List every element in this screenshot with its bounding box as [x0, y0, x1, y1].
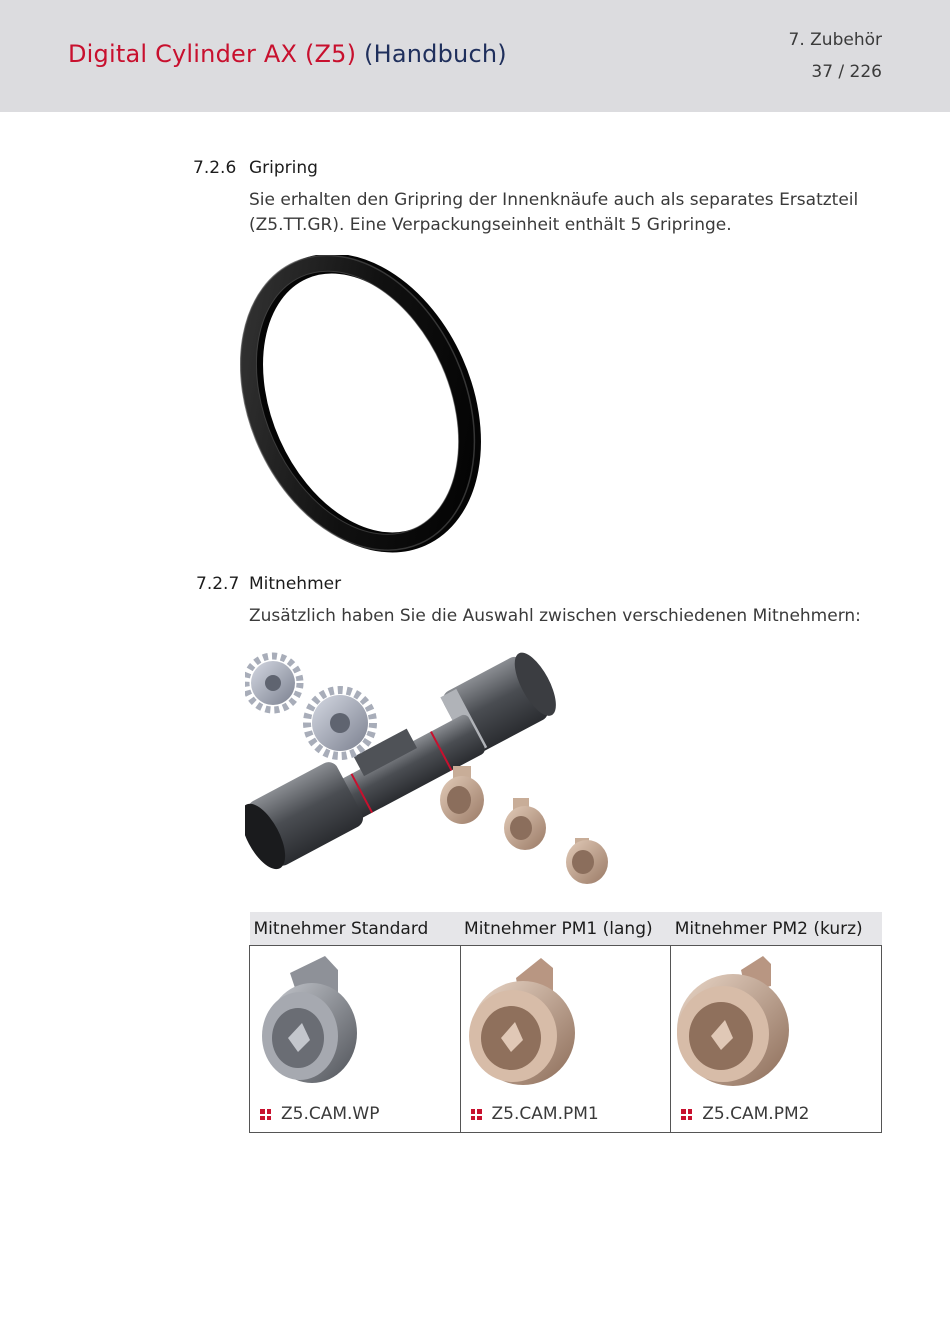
article-bullet-icon — [471, 1109, 482, 1120]
table-header-pm1: Mitnehmer PM1 (lang) — [460, 912, 671, 946]
document-title-type: (Handbuch) — [364, 40, 507, 68]
table-cell-standard — [250, 946, 461, 1133]
cam-pm2-mid — [504, 798, 546, 850]
article-number-text: Z5.CAM.PM2 — [702, 1104, 810, 1124]
section-text-gripring — [249, 188, 869, 238]
cam-pm2-small — [566, 838, 608, 884]
page-number: 37 / 226 — [811, 62, 882, 82]
cam-standard-image — [250, 948, 460, 1098]
gear-large — [307, 690, 373, 756]
table-cell-pm2 — [671, 946, 882, 1133]
section-text-mitnehmer: Zusätzlich haben Sie die Auswahl zwischen verschiedenen Mitnehmern: — [249, 606, 861, 626]
section-text-line: (Z5.TT.GR). Eine Verpackungseinheit enthält 5 Gripringe. — [249, 215, 732, 235]
section-text-line: Sie erhalten den Gripring der Innenknäufe auch als separates Ersatzteil — [249, 190, 859, 210]
section-number-mitnehmer: 7.2.7 — [196, 574, 240, 594]
section-title-gripring: Gripring — [249, 158, 318, 178]
chapter-label: 7. Zubehör — [788, 30, 882, 50]
document-title — [68, 40, 507, 68]
article-number-standard — [260, 1104, 380, 1124]
document-title-product: Digital Cylinder AX (Z5) — [68, 40, 357, 68]
table-cell-pm1 — [460, 946, 671, 1133]
table-header-standard: Mitnehmer Standard — [250, 912, 461, 946]
article-bullet-icon — [260, 1109, 271, 1120]
page-header — [0, 0, 950, 112]
cylinder-exploded-image — [245, 648, 615, 893]
cam-pm1-image — [461, 948, 671, 1098]
article-bullet-icon — [681, 1109, 692, 1120]
cam-pm2-image — [671, 948, 881, 1098]
gripring-image — [240, 255, 490, 555]
section-number-gripring: 7.2.6 — [193, 158, 237, 178]
section-title-mitnehmer: Mitnehmer — [249, 574, 342, 594]
cam-pm1 — [440, 766, 484, 824]
article-number-text: Z5.CAM.PM1 — [491, 1104, 599, 1124]
cam-table — [249, 912, 882, 1133]
gear-small — [246, 656, 300, 710]
article-number-pm1 — [471, 1104, 599, 1124]
article-number-text: Z5.CAM.WP — [281, 1104, 380, 1124]
table-header-pm2: Mitnehmer PM2 (kurz) — [671, 912, 882, 946]
article-number-pm2 — [681, 1104, 809, 1124]
